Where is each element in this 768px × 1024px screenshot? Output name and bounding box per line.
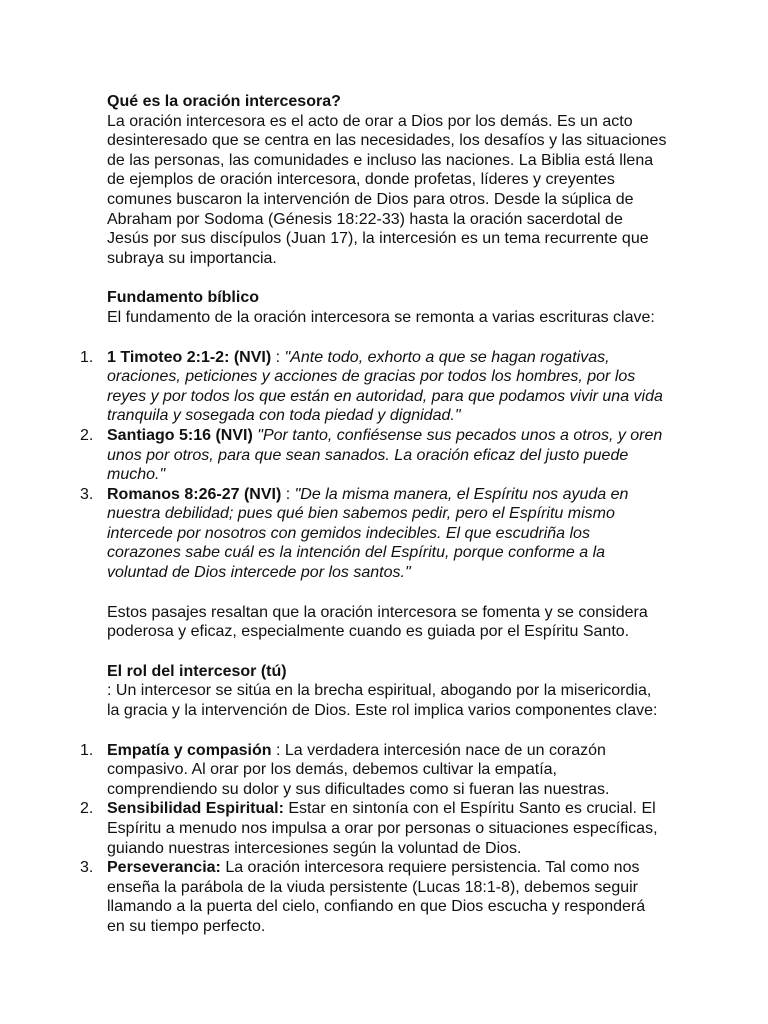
scripture-quote: "Ante todo, exhorto a que se hagan rogativas, oraciones, peticiones y acciones de gracias por todos los hombres, por los reyes y por todos los que están en autoridad, para que podamos vivir una vida tranquila y sosegada con toda piedad y dignidad." — [107, 348, 663, 425]
list-number: 3. — [80, 859, 94, 877]
list-number: 3. — [80, 485, 94, 503]
separator: : — [271, 741, 285, 759]
list-number: 2. — [80, 800, 94, 818]
scripture-item — [80, 348, 667, 426]
document-content — [80, 92, 667, 937]
component-item — [80, 741, 667, 800]
component-item — [80, 858, 667, 936]
component-term: Empatía y compasión — [107, 741, 272, 759]
component-text: La oración intercesora requiere persistencia. Tal como nos enseña la parábola de la viuda persistente (Lucas 18:1-8), debemos seguir llamando a la puerta del cielo, confiando en que Dios escucha y responderá en su tiempo perfecto. — [107, 859, 646, 935]
list-number: 1. — [80, 741, 94, 759]
scripture-item — [80, 485, 667, 583]
section-heading-que-es: Qué es la oración intercesora? — [107, 93, 341, 110]
component-list — [80, 741, 667, 937]
section-summary-fundamento: Estos pasajes resaltan que la oración intercesora se fomenta y se considera poderosa y eficaz, especialmente cuando es guiada por el Espíritu Santo. — [107, 603, 648, 641]
section-heading-rol: El rol del intercesor (tú) — [107, 662, 287, 680]
scripture-item — [80, 426, 667, 485]
component-item — [80, 799, 667, 858]
component-term: Sensibilidad Espiritual: — [107, 800, 284, 818]
scripture-quote: "De la misma manera, el Espíritu nos ayuda en nuestra debilidad; pues qué bien sabemos pedir, pero el Espíritu mismo intercede por nosotros con gemidos indecibles. El que escudriña los corazones sabe cuál es la intención del Espíritu, porque conforme a la voluntad de Dios intercede por los santos." — [107, 485, 629, 582]
section-intro-rol: : Un intercesor se sitúa en la brecha espiritual, abogando por la misericordia, la gracia y la intervención de Dios. Este rol implica varios componentes clave: — [107, 682, 658, 720]
paragraph-gap — [107, 642, 667, 662]
component-text: Estar en sintonía con el Espíritu Santo es crucial. El Espíritu a menudo nos impulsa a orar por personas o situaciones específicas, guiando nuestras intercesiones según la voluntad de Dios. — [107, 800, 658, 857]
component-text: La verdadera intercesión nace de un corazón compasivo. Al orar por los demás, debemos cultivar la empatía, comprendiendo su dolor y sus dificultades como si fueran las nuestras. — [107, 741, 610, 798]
scripture-quote: "Por tanto, confiésense sus pecados unos a otros, y oren unos por otros, para que sean sanados. La oración eficaz del justo puede mucho." — [107, 426, 663, 484]
paragraph-gap — [107, 268, 667, 288]
scripture-list — [80, 348, 667, 583]
list-number: 2. — [80, 426, 94, 444]
paragraph-gap — [107, 583, 667, 603]
section-body-que-es: La oración intercesora es el acto de orar a Dios por los demás. Es un acto desinteresado que se centra en las necesidades, los desafíos y las situaciones de las personas, las comunidades e incluso las naciones. La Biblia está llena de ejemplos de oración intercesora, donde profetas, líderes y creyentes comunes buscaron la intervención de Dios para otros. Desde la súplica de Abraham por Sodoma (Génesis 18:22-33) hasta la oración sacerdotal de Jesús por sus discípulos (Juan 17), la intercesión es un tema recurrente que subraya su importancia. — [107, 112, 667, 267]
separator: : — [271, 348, 285, 366]
component-term: Perseverancia: — [107, 859, 221, 877]
paragraph-gap — [107, 328, 667, 348]
separator: : — [281, 485, 295, 503]
paragraph-gap — [107, 721, 667, 741]
section-heading-fundamento: Fundamento bíblico — [107, 289, 259, 307]
scripture-reference: Santiago 5:16 (NVI) — [107, 426, 253, 444]
section-intro-fundamento: El fundamento de la oración intercesora se remonta a varias escrituras clave: — [107, 308, 655, 326]
scripture-reference: 1 Timoteo 2:1-2: (NVI) — [107, 348, 272, 366]
scripture-reference: Romanos 8:26-27 (NVI) — [107, 485, 282, 503]
list-number: 1. — [80, 348, 94, 366]
